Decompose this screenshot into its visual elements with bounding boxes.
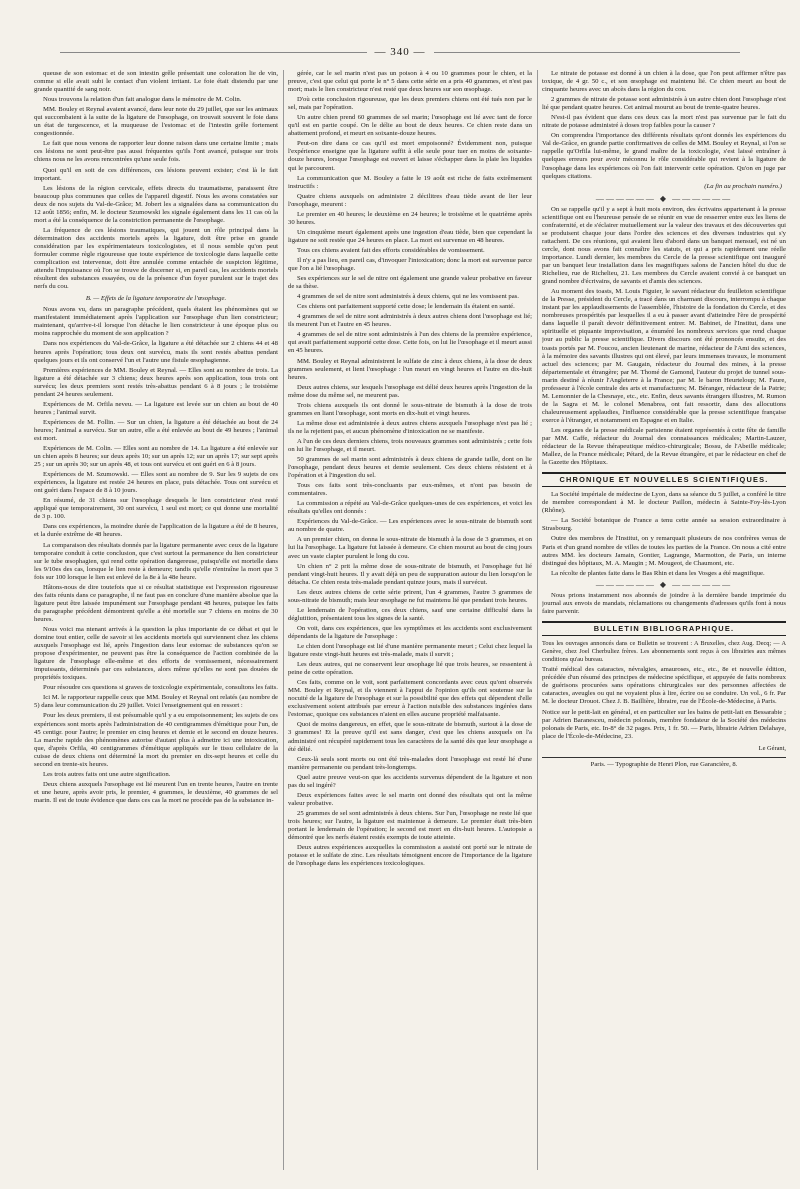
- paragraph: Nous voici ma ntenant arrivés à la question la plus importante de ce débat et qui le domine tout entier, celle de savoir si les accidents mortels qui surviennent chez les chiens auxquels l'œsophage est lié, après l'ingestion dans leur estomac de substances qu'on se propose d'expérimenter, ne peuvent pas être la conséquence de l'action combinée de la ligature de l'œsophage elle-même et des efforts de vomissement, nécessairement impuissants, déterminés par ces substances, alors même qu'elles ne sont pas douées de propriétés toxiques.: [34, 626, 278, 682]
- paragraph: Premières expériences de MM. Bouley et Reynal. — Elles sont au nombre de trois. La ligature a été détachée sur 3 chiens; deux heures après son application, tous trois ont survécu; les deux premiers sont restés très-abattus pendant 6 à 8 jours ; le troisième pendant 24 heures seulement.: [34, 366, 278, 398]
- paragraph: Trois chiens auxquels ils ont donné le sous-nitrate de bismuth à la dose de trois grammes en liant l'œsophage, sont morts en dix-huit et vingt heures.: [288, 401, 532, 417]
- paragraph: Les trois autres faits ont une autre signification.: [43, 770, 171, 778]
- paragraph: Nous prions instamment nos abonnés de joindre à la dernière bande imprimée du journal aux envois de mandats, réclamations ou changements d'adresses qu'ils font à nous faire parvenir.: [542, 591, 786, 615]
- paragraph: Nous avons vu, dans un paragraphe précédent, quels étaient les phénomènes qui se manifestaient immédiatement après l'application sur l'œsophage d'un lien constricteur; maintenant, qu'arrive-t-il lorsque l'on détache le lien constricteur à une époque plus ou moins rapprochée du moment de son application ?: [34, 306, 278, 338]
- paragraph: Quatre chiens auxquels on administre 2 décilitres d'eau tiède avant de lier leur l'œsophage, meurent :: [288, 192, 532, 208]
- paragraph: A l'un de ces deux derniers chiens, trois nouveaux grammes sont administrés ; cette fois on lui lie l'œsophage, et il meurt.: [288, 437, 532, 453]
- paragraph: On voit, dans ces expériences, que les symptômes et les accidents sont exclusivement dépendants de la ligature de l'œsophage :: [288, 624, 532, 640]
- paragraph: On se rappelle qu'il y a sept à huit mois environ, des écrivains appartenant à la presse scientifique ont eu l'heureuse pensée de se réunir en vue de resserrer entre eux les liens de confraternité, et de s'éclairer mutuellement sur la valeur des travaux et des découvertes qui se produisent chaque jour dans l'ordre des sciences et des diverses industries qui s'y rattachent. De ces réunions, qui avaient lieu d'abord dans un banquet mensuel, est né un cercle, dont nous avons fait connaître les statuts, et qui a pris rapidement une réelle importance. Lundi dernier, les membres du Cercle de la presse scientifique ont inauguré par un banquet leur installation dans les magnifiques salons de l'ancien hôtel du duc de Richelieu, rue de Richelieu, 21. Les membres du Cercle avaient convié à ce banquet un grand nombre d'écrivains, de savants et d'amis des sciences.: [542, 205, 786, 286]
- paragraph: Outre des membres de l'Institut, on y remarquait plusieurs de nos confrères venus de Paris et d'un grand nombre de villes de toutes les parties de la France. On nous a cité entre autres MM. les docteurs Jamain, Gontier, Lagrange, Marmotton, de Paris, un interne distingué des hôpitaux, M. A. Maugin ; M. Mougeot, de Chaumont, etc.: [542, 535, 786, 567]
- paragraph: gérée, car le sel marin n'est pas un poison à 4 ou 10 grammes pour le chien, et la preuve, c'est que celui qui porte le n° 5 dans cette série en a pris 40 grammes, et n'est pas mort; mais le lien constricteur n'est resté que deux heures sur son œsophage.: [288, 70, 532, 94]
- paragraph: La récolte de plantes faite dans le Bas Rhin et dans les Vosges a été magnifique.: [551, 569, 765, 577]
- page-header: [0, 46, 800, 58]
- paragraph: Dans nos expériences du Val-de-Grâce, la ligature a été détachée sur 2 chiens 44 et 48 heures après l'opération; tous deux ont survécu, mais ils sont restés abattus pendant quelques jours et ils ont conservé l'un et l'autre une fistule œsophagienne.: [34, 340, 278, 364]
- chronique-heading: CHRONIQUE ET NOUVELLES SCIENTIFIQUES.: [542, 472, 786, 487]
- paragraph: N'est-il pas évident que dans ces deux cas la mort n'est pas survenue par le fait du nitrate de potasse administré à doses trop faibles pour la causer ?: [542, 114, 786, 130]
- section-subheading: B. — Effets de la ligature temporaire de l'œsophage.: [85, 295, 227, 303]
- paragraph: Tous ces chiens avaient fait des efforts considérables de vomissement.: [297, 246, 485, 254]
- paragraph: Deux expériences faites avec le sel marin ont donné des résultats qui ont la même valeur probative.: [288, 791, 532, 807]
- bibliography-entry: Notice sur le petit-lait en général, et en particulier sur les bains de petit-lait en Bessarabie ; par Adrien Baranesceu, médecin polonais, membre fondateur de la Société des médecins polonais de Paris, etc. In-8° de 32 pages. Prix, 1 fr. 50. — Paris, librairie Adrien Delahaye, place de l'École-de-Médecine, 23.: [542, 709, 786, 741]
- paragraph: Un chien n° 2 prit la même dose de sous-nitrate de bismuth, et l'œsophage fut lié pendant vingt-huit heures. Il y avait déjà un peu de suppuration autour du lien lorsqu'on le détacha. Ce chien resta très-malade pendant quinze jours, mais il survécut.: [288, 562, 532, 586]
- paragraph: Expériences de M. Szumowski. — Elles sont au nombre de 9. Sur les 9 sujets de ces expériences, la ligature est restée 24 heures en place, puis détachée. Tous ont survécu et ont guéri dans l'espace de 8 à 10 jours.: [34, 471, 278, 495]
- paragraph: Les deux autres, qui ne conservent leur œsophage lié que trois heures, se ressentent à peine de cette opération.: [288, 661, 532, 677]
- paragraph: Il n'y a pas lieu, en pareil cas, d'invoquer l'intoxication; donc la mort est survenue parce que l'on a lié l'œsophage.: [288, 256, 532, 273]
- paragraph: queuse de son estomac et de son intestin grêle présentait une coloration lie de vin, comme si elle avait subi le contact d'un violent irritant. Le foie était distendu par une grande quantité de sang noir.: [34, 70, 278, 94]
- paragraph: Au moment des toasts, M. Louis Figuier, le savant rédacteur du feuilleton scientifique de la Presse, président du Cercle, a tracé dans un charmant discours, interrompu à chaque instant par les applaudissements de l'assemblée, l'histoire de la fondation du Cercle, et des nombreuses prospérités par lesquelles il a eu à passer avant d'atteindre l'ère de prospérité dans laquelle il paraît devoir définitivement entrer. M. Babinet, de l'Institut, dans une spirituelle et piquante improvisation, a énuméré les nombreux services que rend chaque jour au public la presse scientifique. Divers discours ont été prononcés ensuite, et des toasts portés par M. Foucou, ancien lieutenant de marine, rédacteur de l'Ami des sciences, à la mémoire des savants illustres qui ont élevé, par leurs immenses travaux, le monument actuel des sciences; par M. Gaugain, rédacteur du Journal des mines, à la presse départementale et étrangère; par M. Thomé de Gamond, l'auteur du projet de tunnel sous-marin destiné à réunir l'Angleterre à la France; par M. le baron Heurteloup; M. Faure, professeur à l'école centrale des arts et manufactures; M. Béranger, rédacteur de la Patrie; M. Lemonnier de la Chesnaye, etc., etc. Enfin, deux savants étrangers illustres, M. Rumon de la Sagra et M. le colonel Menabrea, ont fait ressortir, dans des allocutions chaleureusement applaudies, l'influence considérable que la presse scientifique française exerce à l'étranger, et notamment en Espagne et en Italie.: [542, 288, 786, 424]
- paragraph: Le nitrate de potasse est donné à un chien à la dose, que l'on peut affirmer n'être pas toxique, de 4 gr. 50 c., et son œsophage est maintenu lié. Ce chien meurt au bout de cinquante heures avec un abcès dans la région du cou.: [542, 70, 786, 94]
- paragraph: Deux autres expériences auxquelles la commission a assisté ont porté sur le nitrate de potasse et le sulfate de zinc. Les résultats témoignent encore de l'importance de la ligature de l'œsophage dans les expériences toxicologiques.: [288, 844, 532, 868]
- paragraph: D'où cette conclusion rigoureuse, que les deux premiers chiens ont été tués non par le sel, mais par l'opération.: [288, 96, 532, 112]
- paragraph: La commission a répété au Val-de-Grâce quelques-unes de ces expériences, et voici les résultats qu'elles ont donnés :: [288, 500, 532, 516]
- ornament-divider: —————— ◆ ——————: [595, 579, 733, 589]
- paragraph: Le premier en 40 heures; le deuxième en 24 heures; le troisième et le quatrième après 30 heures.: [288, 210, 532, 226]
- paragraph: Pour les deux premiers, il est présumable qu'il y a eu empoisonnement; les sujets de ces expériences sont morts après l'administration de 40 centigrammes d'émétique pour l'un, de 45 centigr. pour l'autre; le premier en cinq heures et demie et le second en douze heures. La marche rapide des phénomènes autorise d'autant plus à admettre ici une intoxication, que, d'après Orfila, 40 centigrammes d'émétique appliqués sur le tissu cellulaire de la cuisse de deux chiens ont déterminé la mort du premier en dix-sept heures et celle du second en trente-six heures.: [34, 712, 278, 768]
- paragraph: Quoi qu'il en soit de ces différences, ces lésions peuvent exister; c'est là le fait important.: [34, 166, 278, 182]
- paragraph: Ses expériences sur le sel de nitre ont également une grande valeur probative en faveur de sa thèse.: [288, 275, 532, 291]
- paragraph: En résumé, de 31 chiens sur l'œsophage desquels le lien constricteur n'est resté appliqué que temporairement, 30 ont survécu, 1 seul est mort; ce qui donne une mortalité de 3 p. 100.: [34, 497, 278, 521]
- paragraph: Quoi de moins dangereux, en effet, que le sous-nitrate de bismuth, surtout à la dose de 3 grammes! Et la preuve qu'il est sans danger, c'est que les chiens auxquels on l'a administré ont récupéré rapidement tous les caractères de la santé dès que leur œsophage a été délié.: [288, 721, 532, 753]
- paragraph: MM. Bouley et Reynal avaient avancé, dans leur note du 29 juillet, que sur les animaux qui succombaient à la suite de la ligature de l'œsophage, on trouvait souvent le foie dans un état de turgescence, et la muqueuse de l'estomac et de l'intestin grêle fortement congestionnée.: [34, 106, 278, 138]
- paragraph: Les deux autres chiens de cette série prirent, l'un 4 grammes, l'autre 3 grammes de sous-nitrate de bismuth; mais leur œsophage ne fut maintenu lié que pendant trois heures.: [288, 588, 532, 604]
- paragraph: Peut-on dire dans ce cas qu'il est mort empoisonné? Évidemment non, puisque l'expérience enseigne que la ligature suffit à elle seule pour tuer en moins de soixante-douze heures, lorsque l'œsophage est ouvert et laisse s'échapper dans la plaie les liquides qui le parcourent.: [288, 140, 532, 172]
- paragraph: La Société impériale de médecine de Lyon, dans sa séance du 5 juillet, a conféré le titre de membre correspondant à M. le docteur Paillon, médecin à Sainte-Foy-lès-Lyon (Rhône).: [542, 491, 786, 515]
- paragraph: Le fait que nous venons de rapporter leur donne raison dans une certaine limite ; mais ces lésions ne sont peut-être pas aussi fréquentes qu'ils l'ont avancé, puisque sur trois chiens nous ne les avons rencontrées qu'une seule fois.: [34, 140, 278, 164]
- paragraph: Pour résoudre ces questions si graves de toxicologie expérimentale, consultons les faits.: [43, 684, 278, 692]
- ornament-divider: —————— ◆ ——————: [595, 193, 733, 203]
- paragraph: On comprendra l'importance des différents résultats qu'ont donnés les expériences du Val de-Grâce, en grande partie confirmatives de celles de MM. Bouley et Reynal, si l'on se rappelle qu'Orfila lui-même, le grand maître de la toxicologie, s'est laissé entraîner à quelques erreurs pour avoir méconnu le rôle considérable qui revient à la ligature de l'œsophage dans les expériences où l'on fait intervenir cette opération. Qu'on en juge par quelques citations.: [542, 132, 786, 180]
- continued-note: (La fin au prochain numéro.): [704, 182, 782, 190]
- paragraph: Deux chiens auxquels l'œsophage est lié meurent l'un en trente heures, l'autre en trente et une heure, après avoir pris, le premier, 4 grammes, le deuxième, 40 grammes de sel marin. Il est de toute évidence que dans ces cas la mort ne procède pas de la substance in-: [34, 780, 278, 804]
- printer-imprint: Paris. — Typographie de Henri Plon, rue Garancière, 8.: [590, 760, 738, 768]
- paragraph: La comparaison des résultats donnés par la ligature permanente avec ceux de la ligature temporaire conduit à cette conclusion, que c'est surtout la permanence du lien constricteur sur le tube œsophagien, qui rend cette opération dangereuse, puisqu'elle est mortelle dans les 9/10es des cas, lorsque le lien reste à demeure; tandis qu'elle n'entraîne la mort que 3 fois sur 100 lorsque le lien est enlevé de la 8e à la 48e heure.: [34, 541, 278, 581]
- paragraph: 25 grammes de sel sont administrés à deux chiens. Sur l'un, l'œsophage ne reste lié que trois heures; sur l'autre, la ligature est maintenue à demeure. Le premier était très-bien portant le lendemain de l'opération; le second est mort en dix-huit heures. L'autopsie a démontré que les nerfs étaient restés exempts de toute atteinte.: [288, 809, 532, 842]
- footer-rule: [542, 757, 786, 758]
- bibliography-entry: Traité médical des cataractes, névralgies, amauroses, etc., etc., 8e et nouvelle édition, précédée d'un résumé des principes de médecine spécifique, et appuyée de faits nombreux de guérisons procurées sans opérations chirurgicales sur des personnes affectées de cataractes, aveugles ou qui ne voyaient plus à lire, écrire ou se conduire. Un vol., 6 fr. Par M. le docteur Drouot. Chez J. B. Baillière, libraire, rue de l'École-de-Médecine, à Paris.: [542, 666, 786, 706]
- column-1: [34, 70, 278, 1170]
- paragraph: A un premier chien, on donna le sous-nitrate de bismuth à la dose de 3 grammes, et on lui lia l'œsophage. La ligature fut laissée à demeure. Ce chien mourut au bout de cinq jours avec un vaste clapier purulent le long du cou.: [288, 536, 532, 560]
- paragraph: 4 grammes de sel de nitre sont administrés à deux autres chiens dont l'œsophage est lié; ils meurent l'un et l'autre en 45 heures.: [288, 313, 532, 329]
- paragraph: La fréquence de ces lésions traumatiques, qui jouent un rôle principal dans la détermination des accidents mortels après la ligature, doit être prise en grande considération par les expérimentateurs toxicologistes, et il nous semble qu'on peut formuler comme règle rigoureuse que toute expérience de toxicologie dans laquelle cette complication est intervenue, doit être annulée comme entachée de suspicion légitime, attendu l'impuissance où l'on se trouve de discerner si, en pareil cas, les accidents mortels résultent des substances essayées, ou de la présence d'un foyer purulent sur le trajet des nerfs du cou.: [34, 226, 278, 291]
- column-divider: [283, 70, 284, 1170]
- page-number: — 340 —: [367, 46, 434, 58]
- paragraph: 2 grammes de nitrate de potasse sont administrés à un autre chien dont l'œsophage n'est lié que pendant quatre heures. Cet animal mourut au bout de trente-quatre heures.: [542, 96, 786, 112]
- gerant-label: Le Gérant,: [758, 744, 786, 752]
- paragraph: La communication que M. Bouley a faite le 19 août est riche de faits extrêmement instructifs :: [288, 174, 532, 190]
- paragraph: Ces faits, comme on le voit, sont parfaitement concordants avec ceux qu'ont observés MM. Bouley et Reynal, et ils viennent à l'appui de l'opinion qu'ils ont soutenue sur la nocuité de la ligature de l'œsophage et sur la possibilité que des effets qui dépendent d'elle exclusivement soient attribués par erreur à l'action nuisible des substances ingérées dans l'estomac, quoique ces substances n'aient en elles aucune propriété malfaisante.: [288, 679, 532, 719]
- paragraph: Un autre chien prend 60 grammes de sel marin; l'œsophage est lié avec tant de force qu'il est en partie coupé. On le délie au bout de deux heures. Ce chien reste dans un abattement profond, et meurt en soixante-douze heures.: [288, 114, 532, 138]
- paragraph: Les lésions de la région cervicale, effets directs du traumatisme, paraissent être beaucoup plus communes que celles de l'appareil digestif. Nous les avons constatées sur deux de nos sujets du Val-de-Grâce; M. Jobert les a signalées dans sa communication du 12 août 1856; enfin, M. le docteur Szumowski les signale également dans les 11 cas où la mort a été la conséquence de la constriction permanente de l'œsophage.: [34, 184, 278, 224]
- column-2: [288, 70, 532, 1170]
- paragraph: Quel autre preuve veut-on que les accidents survenus dépendent de la ligature et non pas du sel ingéré?: [288, 773, 532, 789]
- paragraph: Ceux-là seuls sont morts ou ont été très-malades dont l'œsophage est resté lié d'une manière permanente ou pendant très-longtemps.: [288, 755, 532, 771]
- paragraph: Le lendemain de l'opération, ces deux chiens, sauf une certaine difficulté dans la déglutition, présentaient tous les signes de la santé.: [288, 606, 532, 622]
- paragraph: Expériences de M. Orfila neveu. — La ligature est levée sur un chien au bout de 40 heures ; l'animal survit.: [34, 400, 278, 416]
- paragraph: Ces chiens ont parfaitement supporté cette dose; le lendemain ils étaient en santé.: [297, 303, 515, 311]
- paragraph: Le chien dont l'œsophage est lié d'une manière permanente meurt ; Celui chez lequel la ligature reste vingt-huit heures est très-malade, mais il survit ;: [288, 643, 532, 659]
- paragraph: 4 grammes de sel de nitre sont administrés à l'un des chiens de la première expérience, qui avait parfaitement supporté cette dose. Cette fois, on lui lie l'œsophage et il meurt aussi en 45 heures.: [288, 331, 532, 355]
- paragraph: 50 grammes de sel marin sont administrés à deux chiens de grande taille, dont on lie l'œsophage, pendant deux heures et demie seulement. Ces deux chiens résistent et à l'opération et à l'ingestion du sel.: [288, 456, 532, 480]
- paragraph: Expériences de M. Follin. — Sur un chien, la ligature a été détachée au bout de 24 heures; l'animal a survécu. Sur un autre, elle a été enlevée au bout de 49 heures ; l'animal est mort.: [34, 418, 278, 442]
- paragraph: Dans ces expériences, la moindre durée de l'application de la ligature a été de 8 heures, et la durée extrême de 48 heures.: [34, 523, 278, 539]
- paragraph: Tous ces faits sont très-concluants par eux-mêmes, et n'ont pas besoin de commentaires.: [288, 482, 532, 498]
- paragraph: Hâtons-nous de dire toutefois que si ce résultat statistique est l'expression rigoureuse des faits réunis dans ce paragraphe, il ne faut pas en conclure d'une manière absolue que la ligature peut être laissée impunément sur l'œsophage pendant 48 heures, puisque les faits du paragraphe précédent démontrent qu'elle a été mortelle sur 7 chiens en moins de 30 heures.: [34, 583, 278, 623]
- paragraph: Expériences de M. Colin. — Elles sont au nombre de 14. La ligature a été enlevée sur un chien après 8 heures; sur deux après 10; sur un après 12; sur un après 17; sur sept après 25 ; sur un après 30; sur un après 48, et tous ont survécu et ont guéri en 6 à 8 jours.: [34, 445, 278, 469]
- paragraph: Expériences du Val-de-Grâce. — Les expériences avec le sous-nitrate de bismuth sont au nombre de quatre.: [288, 518, 532, 534]
- paragraph: Deux autres chiens, sur lesquels l'œsophage est délié deux heures après l'ingestion de la même dose du même sel, ne meurent pas.: [288, 383, 532, 399]
- paragraph: Ici M. le rapporteur rappelle ceux que MM. Bouley et Reynal ont relatés (au nombre de 5) dans leur communication du 29 juillet. Voici l'enseignement qui en ressort :: [34, 694, 278, 710]
- paragraph: Un cinquième meurt également après une ingestion d'eau tiède, bien que cependant la ligature ne soit restée que 24 heures en place. La mort est survenue en 48 heures.: [288, 228, 532, 244]
- paragraph: 4 grammes de sel de nitre sont administrés à deux chiens, qui ne les vomissent pas.: [297, 293, 519, 301]
- paragraph: Les organes de la presse médicale parisienne étaient représentés à cette fête de famille par MM. Caffe, rédacteur du Journal des connaissances médicales; Martin-Lauzer, rédacteur de la Revue thérapeutique médico-chirurgicale; Bossu, de l'Abeille médicale; Mallez, de la France médicale; Pétard, de la Revue étrangère, et par le rédacteur en chef de la Gazette des Hôpitaux.: [542, 426, 786, 467]
- paragraph: — La Société botanique de France a tenu cette année sa session extraordinaire à Strasbourg.: [542, 517, 786, 533]
- bulletin-heading: BULLETIN BIBLIOGRAPHIQUE.: [542, 621, 786, 636]
- paragraph: Nous trouvons la relation d'un fait analogue dans le mémoire de M. Colin.: [43, 96, 242, 104]
- paragraph: MM. Bouley et Reynal administrent le sulfate de zinc à deux chiens, à la dose de deux grammes seulement, et lient l'œsophage : l'un meurt en vingt heures et l'autre en dix-huit heures.: [288, 357, 532, 381]
- column-divider: [537, 70, 538, 1170]
- paragraph: La même dose est administrée à deux autres chiens auxquels l'œsophage n'est pas lié ; ils ne la rejettent pas, et aucun phénomène d'intoxication ne se manifeste.: [288, 419, 532, 435]
- bulletin-intro: Tous les ouvrages annoncés dans ce Bulletin se trouvent : A Bruxelles, chez Aug. Decq; — A Genève, chez Joel Cherbuliez frères. Les abonnements sont reçus à ces librairies aux mêmes conditions qu'au bureau.: [542, 639, 786, 664]
- column-3: [542, 70, 786, 1170]
